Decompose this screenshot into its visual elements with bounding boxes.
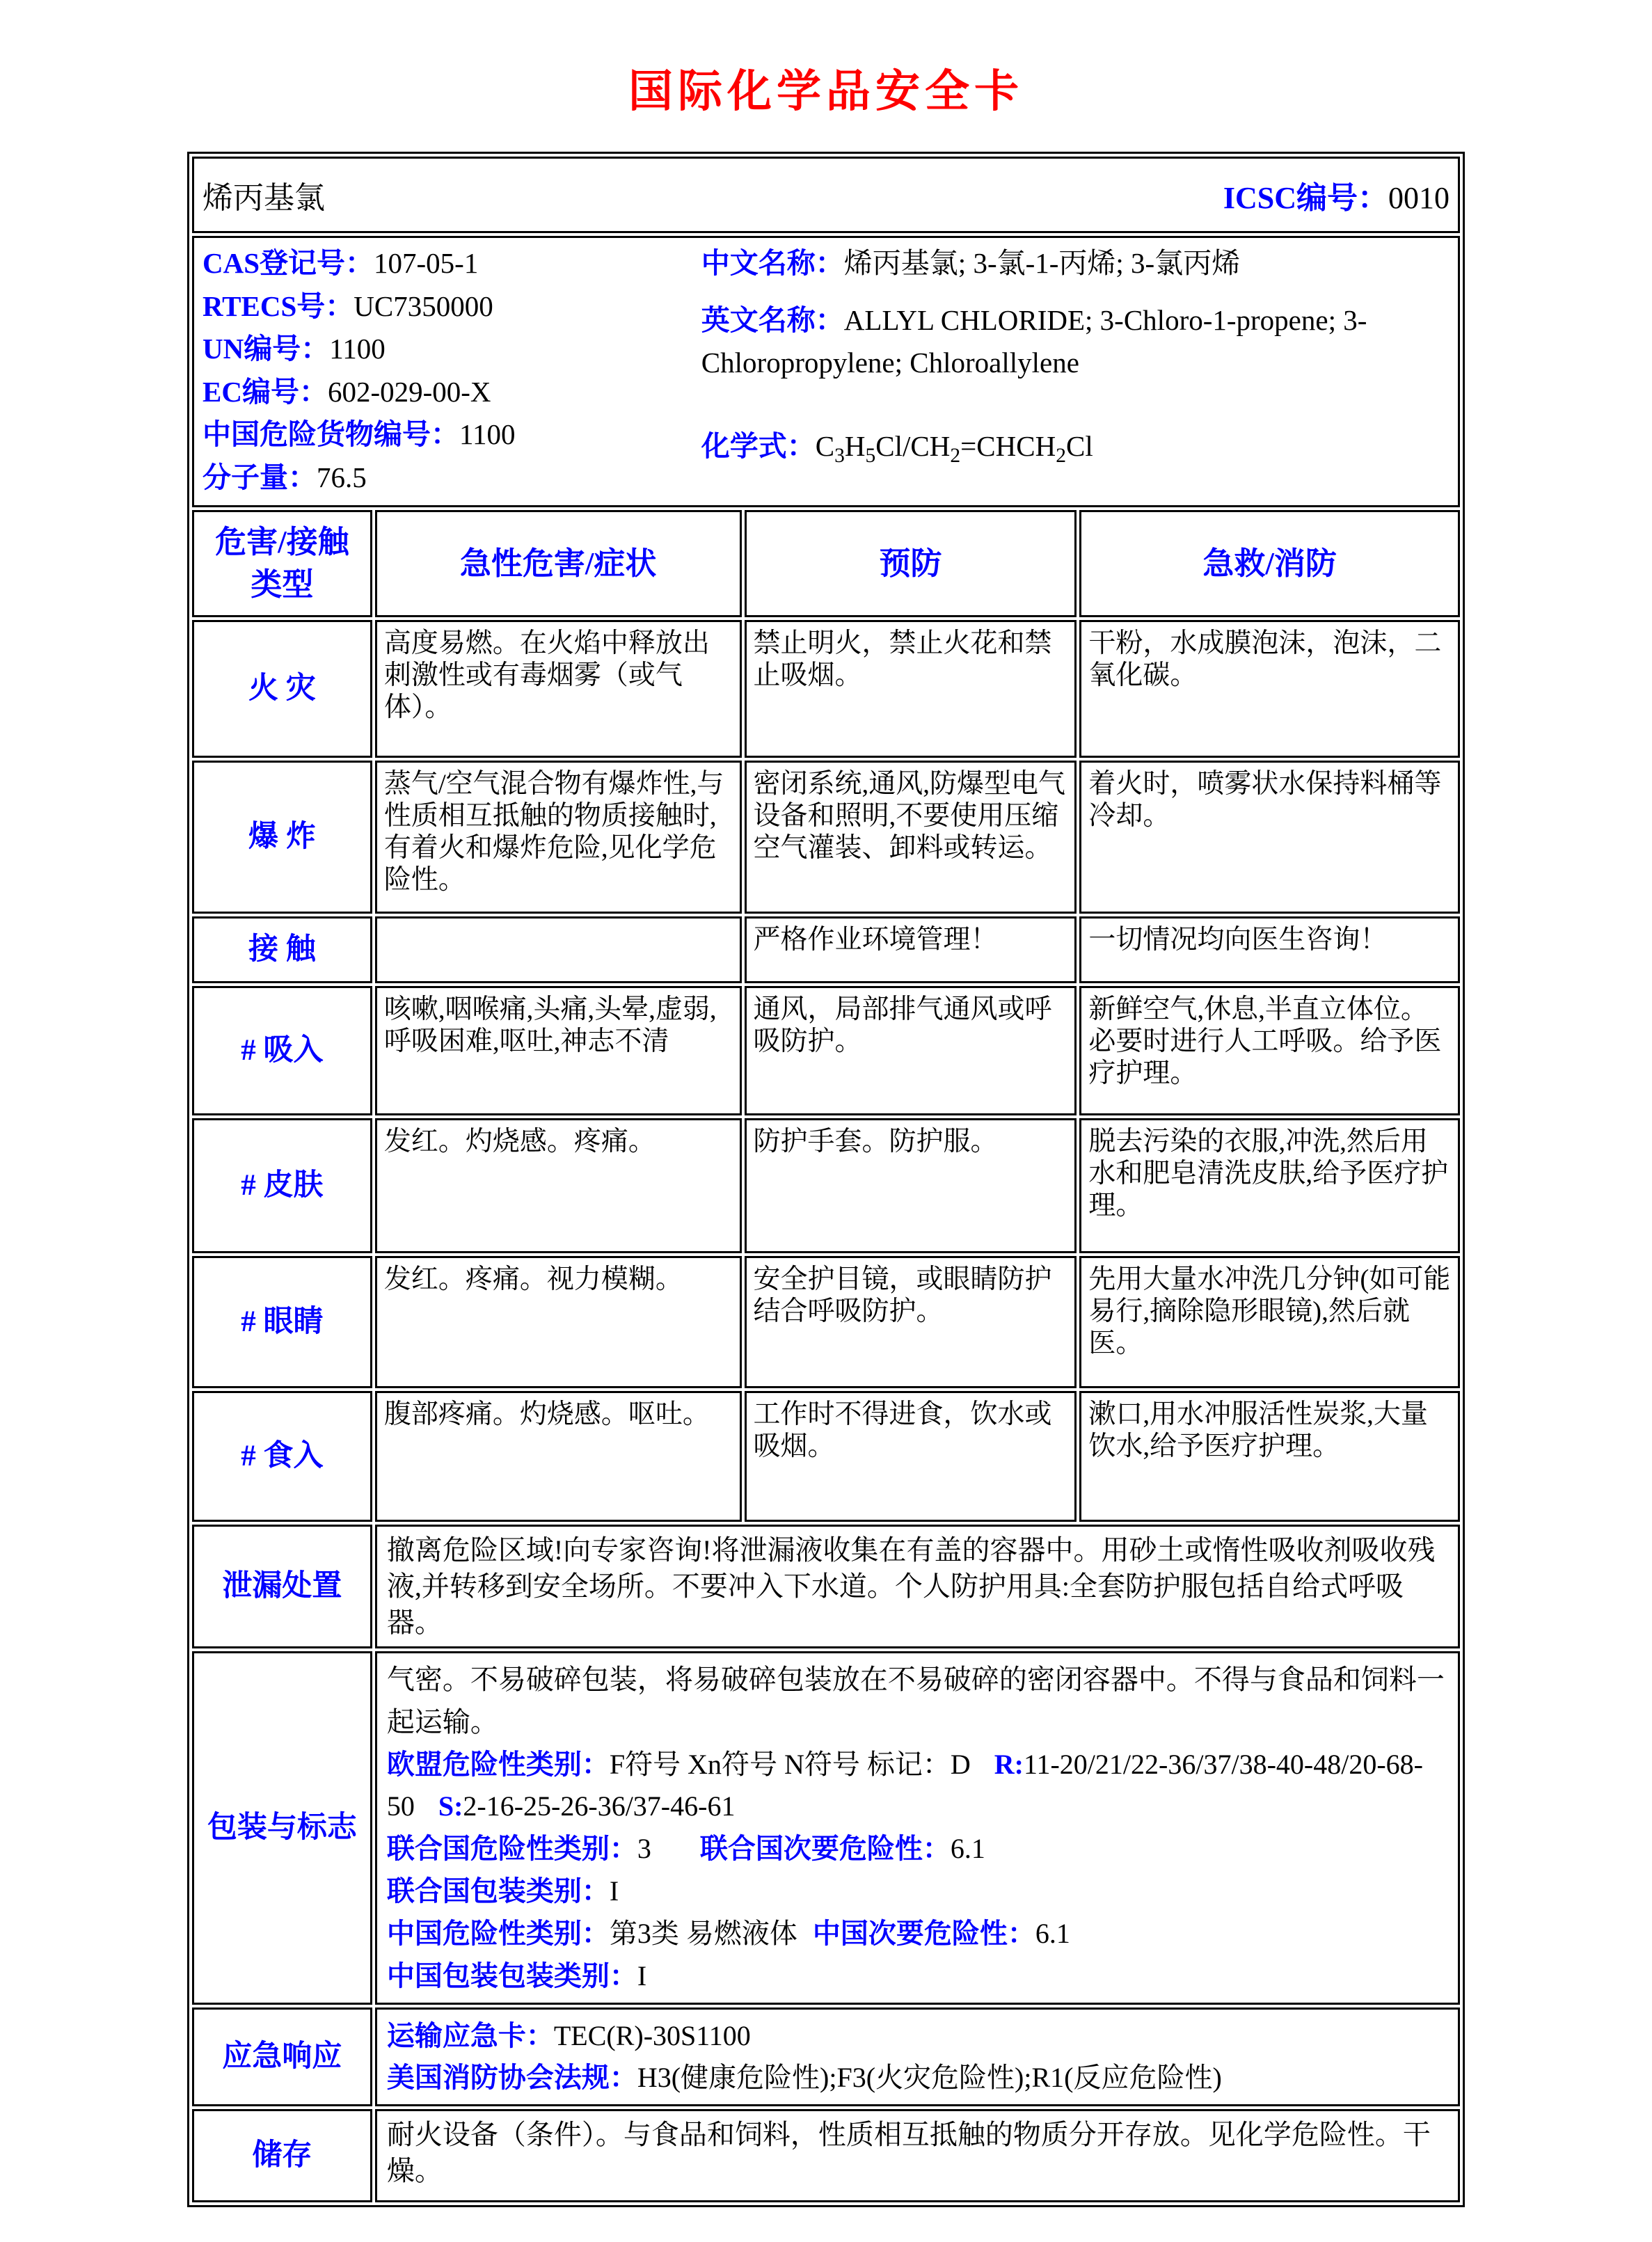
row-eyes-symptoms: 发红。疼痛。视力模糊。 [375, 1256, 742, 1388]
identifier-list [202, 242, 701, 499]
row-explosion [192, 761, 1460, 914]
substance-name: 烯丙基氯 [202, 181, 325, 215]
col-header-hazard-type: 危害/接触类型 [192, 510, 372, 617]
row-skin-prevention: 防护手套。防护服。 [745, 1118, 1077, 1253]
row-packaging-content [375, 1651, 1460, 2005]
row-inhalation-prevention: 通风，局部排气通风或呼吸防护。 [745, 986, 1077, 1115]
row-storage-label: 储存 [192, 2109, 372, 2202]
row-spill [192, 1525, 1460, 1648]
un-number: UN编号：1100 [202, 333, 386, 365]
row-fire-symptoms: 高度易燃。在火焰中释放出刺激性或有毒烟雾（或气体）。 [375, 620, 742, 758]
row-fire-firstaid: 干粉，水成膜泡沫，泡沫，二氧化碳。 [1079, 620, 1460, 758]
row-ingestion-firstaid: 漱口,用水冲服活性炭浆,大量饮水,给予医疗护理。 [1079, 1391, 1460, 1522]
row-ingestion [192, 1391, 1460, 1522]
icsc-number [1223, 173, 1450, 217]
chemical-formula: 化学式：$C_3H_5Cl/CH_2=CHCH_2Cl$ [701, 429, 1093, 467]
row-emergency-label: 应急响应 [192, 2008, 372, 2106]
row-storage [192, 2109, 1460, 2202]
row-eyes [192, 1256, 1460, 1388]
col-header-symptoms: 急性危害/症状 [375, 510, 742, 617]
row-contact [192, 916, 1460, 983]
row-explosion-label: 爆 炸 [192, 761, 372, 914]
row-inhalation-symptoms: 咳嗽,咽喉痛,头痛,头晕,虚弱,呼吸困难,呕吐,神志不清 [375, 986, 742, 1115]
row-eyes-firstaid: 先用大量水冲洗几分钟(如可能易行,摘除隐形眼镜),然后就医。 [1079, 1256, 1460, 1388]
packaging-cn-class-line: 中国危险性类别：第3类 易燃液体 中国次要危险性：6.1 [386, 1917, 1070, 1949]
packaging-eu-line: 欧盟危险性类别：F符号 Xn符号 N符号 标记：D R:11-20/21/22-36/37/38-40-48/20-68-50 S:2-16-25-26-36/37-46-61 [386, 1748, 1423, 1822]
col-header-prevention: 预防 [745, 510, 1077, 617]
row-packaging-label: 包装与标志 [192, 1651, 372, 2005]
row-ingestion-prevention: 工作时不得进食，饮水或吸烟。 [745, 1391, 1077, 1522]
col-header-firstaid: 急救/消防 [1079, 510, 1460, 617]
row-packaging [192, 1651, 1460, 2005]
row-inhalation-firstaid: 新鲜空气,休息,半直立体位。必要时进行人工呼吸。给予医疗护理。 [1079, 986, 1460, 1115]
row-skin-label: # 皮肤 [192, 1118, 372, 1253]
china-dg-number: 中国危险货物编号：1100 [202, 418, 516, 450]
cas-number: CAS登记号：107-05-1 [202, 247, 479, 279]
packaging-un-pack-line: 联合国包装类别：I [386, 1875, 619, 1907]
row-ingestion-label: # 食入 [192, 1391, 372, 1522]
icsc-card [187, 152, 1465, 2207]
name-list [701, 242, 1450, 499]
emergency-tec-line: 运输应急卡：TEC(R)-30S1100 [386, 2020, 751, 2052]
packaging-un-class-line: 联合国危险性类别：3 联合国次要危险性：6.1 [386, 1833, 985, 1865]
row-ingestion-symptoms: 腹部疼痛。灼烧感。呕吐。 [375, 1391, 742, 1522]
icsc-number-value: 0010 [1388, 181, 1450, 215]
hazard-header-row [192, 510, 1460, 617]
row-contact-firstaid: 一切情况均向医生咨询！ [1079, 916, 1460, 983]
identifiers-row [192, 236, 1460, 507]
row-eyes-prevention: 安全护目镜，或眼睛防护结合呼吸防护。 [745, 1256, 1077, 1388]
row-contact-symptoms [375, 916, 742, 983]
row-inhalation-label: # 吸入 [192, 986, 372, 1115]
row-fire-prevention: 禁止明火，禁止火花和禁止吸烟。 [745, 620, 1077, 758]
row-skin-symptoms: 发红。灼烧感。疼痛。 [375, 1118, 742, 1253]
row-skin-firstaid: 脱去污染的衣服,冲洗,然后用水和肥皂清洗皮肤,给予医疗护理。 [1079, 1118, 1460, 1253]
ec-number: EC编号：602-029-00-X [202, 375, 491, 408]
card-header-cell [192, 157, 1460, 233]
english-name: 英文名称：ALLYL CHLORIDE; 3-Chloro-1-propene; 3-Chloropropylene; Chloroallylene [701, 303, 1367, 379]
icsc-number-label: ICSC编号： [1223, 181, 1388, 215]
packaging-intro: 气密。不易破碎包装，将易破碎包装放在不易破碎的密闭容器中。不得与食品和饲料一起运输。 [386, 1664, 1445, 1738]
row-emergency-content [375, 2008, 1460, 2106]
row-contact-prevention: 严格作业环境管理！ [745, 916, 1077, 983]
row-explosion-firstaid: 着火时，喷雾状水保持料桶等冷却。 [1079, 761, 1460, 914]
row-skin [192, 1118, 1460, 1253]
emergency-nfpa-line: 美国消防协会法规：H3(健康危险性);F3(火灾危险性);R1(反应危险性) [386, 2062, 1222, 2094]
row-fire [192, 620, 1460, 758]
packaging-cn-pack-line: 中国包装包装类别：I [386, 1959, 647, 1991]
page-title: 国际化学品安全卡 [628, 67, 1024, 116]
card-header-row [192, 157, 1460, 233]
row-inhalation [192, 986, 1460, 1115]
row-contact-label: 接 触 [192, 916, 372, 983]
identifiers-cell [192, 236, 1460, 507]
row-fire-label: 火 灾 [192, 620, 372, 758]
chinese-name: 中文名称：烯丙基氯; 3-氯-1-丙烯; 3-氯丙烯 [701, 247, 1241, 279]
row-emergency [192, 2008, 1460, 2106]
row-explosion-symptoms: 蒸气/空气混合物有爆炸性,与性质相互抵触的物质接触时,有着火和爆炸危险,见化学危险性。 [375, 761, 742, 914]
row-spill-label: 泄漏处置 [192, 1525, 372, 1648]
row-eyes-label: # 眼睛 [192, 1256, 372, 1388]
row-storage-text: 耐火设备（条件）。与食品和饲料，性质相互抵触的物质分开存放。见化学危险性。干燥。 [375, 2109, 1460, 2202]
molecular-weight: 分子量：76.5 [202, 461, 367, 493]
row-spill-text: 撤离危险区域!向专家咨询!将泄漏液收集在有盖的容器中。用砂土或惰性吸收剂吸收残液,并转移到安全场所。不要冲入下水道。个人防护用具:全套防护服包括自给式呼吸器。 [375, 1525, 1460, 1648]
row-explosion-prevention: 密闭系统,通风,防爆型电气设备和照明,不要使用压缩空气灌装、卸料或转运。 [745, 761, 1077, 914]
rtecs-number: RTECS号：UC7350000 [202, 289, 493, 322]
